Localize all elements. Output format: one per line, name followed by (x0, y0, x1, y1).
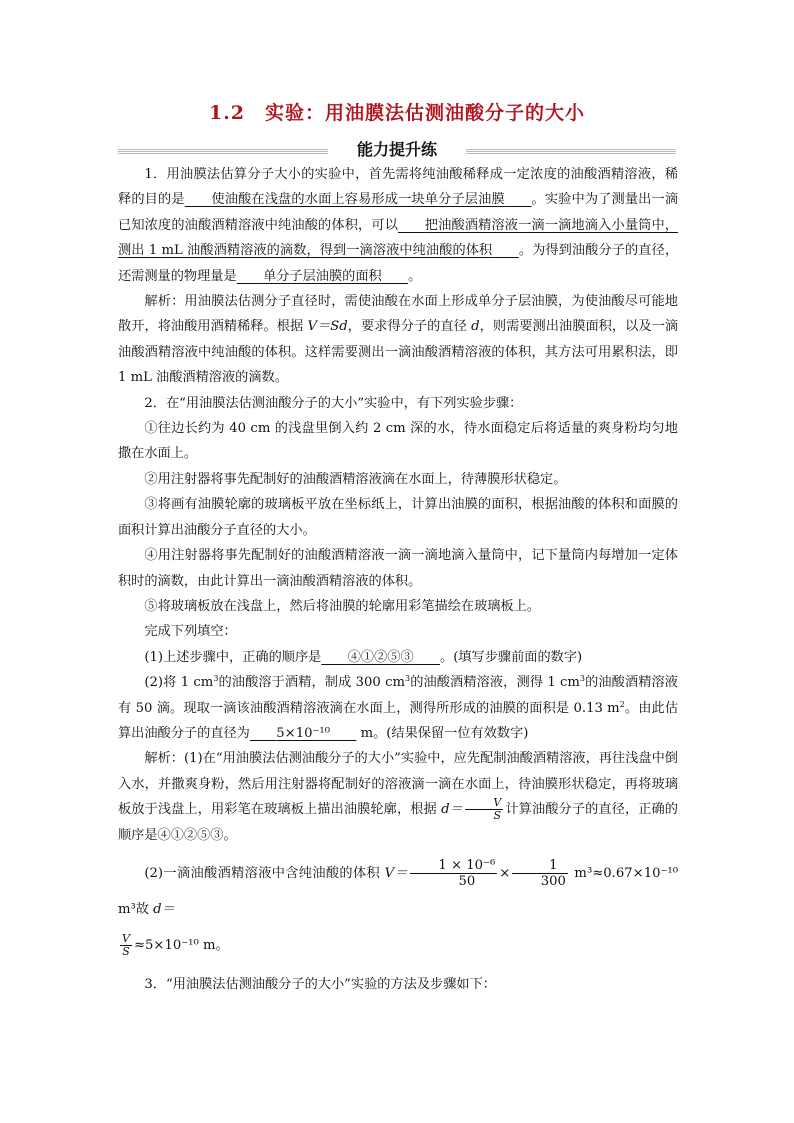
fraction-volume: $\frac{\text{1 × 10⁻⁶}}{50}$ (410, 858, 497, 889)
step-1: ①往边长约为 40 cm 的浅盘里倒入约 2 cm 深的水，待水面稳定后将适量的爽身粉均匀地撒在水面上。 (118, 421, 678, 462)
answer-blank: ④①②⑤③ (347, 649, 414, 665)
fraction-v-over-s: $\frac{V}{S}$ (465, 797, 503, 822)
fraction-dilution: $\frac{1}{300}$ (512, 858, 568, 889)
question-3-intro: 3．“用油膜法估测油酸分子的大小”实验的方法及步骤如下： (144, 976, 496, 992)
page-title: 1.2 实验：用油膜法估测油酸分子的大小 (208, 102, 586, 124)
question-2-part-1: (1)上述步骤中，正确的顺序是 ④①②⑤③ 。(填写步骤前面的数字) (144, 649, 583, 665)
answer-blank: 5×10⁻¹⁰ (276, 725, 331, 741)
step-5: ⑤将玻璃板放在浅盘上，然后将油膜的轮廓用彩笔描绘在玻璃板上。 (144, 598, 541, 614)
document-body (118, 162, 678, 997)
fraction-v-over-s: $\frac{V}{S}$ (122, 931, 130, 958)
analysis-2-result: $\frac{V}{S}$ ≈5×10⁻¹⁰ m。 (122, 931, 229, 958)
section-header (118, 139, 676, 159)
section-rule-right (466, 149, 676, 154)
step-3: ③将画有油膜轮廓的玻璃板平放在坐标纸上，计算出油膜的面积，根据油酸的体积和面膜的面积计算出油酸分子直径的大小。 (118, 497, 678, 538)
analysis-2-part-2: (2)一滴油酸酒精溶液中含纯油酸的体积 V＝ $\frac{\text{1 × 10⁻⁶}}{50}$ × $\frac{1}{300}$ m³≈0.67×10⁻¹⁰ m³故 d＝ (118, 857, 679, 917)
step-4: ④用注射器将事先配制好的油酸酒精溶液一滴一滴地滴入量筒中，记下量筒内每增加一定体积时的滴数，由此计算出一滴油酸酒精溶液的体积。 (118, 548, 678, 589)
step-2: ②用注射器将事先配制好的油酸酒精溶液滴在水面上，待薄膜形状稳定。 (144, 471, 567, 487)
section-title: 能力提升练 (356, 140, 437, 159)
analysis-1: 解析：用油膜法估测分子直径时，需使油酸在水面上形成单分子层油膜，为使油酸尽可能地散开，将油酸用酒精稀释。根据 V＝Sd，要求得分子的直径 d，则需要测出油膜面积，以及一滴油酸酒精溶液中纯油酸的体积。这样需要测出一滴油酸酒精溶液的体积，其方法可用累积法，即 1 mL 油酸酒精溶液的滴数。 (118, 294, 679, 386)
question-2-intro: 2．在“用油膜法估测油酸分子的大小”实验中，有下列实验步骤： (144, 395, 523, 411)
question-1: 1．用油膜法估算分子大小的实验中，首先需将纯油酸稀释成一定浓度的油酸酒精溶液，稀释的目的是 使油酸在浅盘的水面上容易形成一块单分子层油膜 。实验中为了测量出一滴已知浓度的油酸酒精溶液中纯油酸的体积，可以 把油酸酒精溶液一滴一滴地滴入小量筒中，测出 1 mL 油酸酒精溶液的滴数，得到一滴溶液中纯油酸的体积 。为得到油酸分子的直径，还需测量的物理量是 单分子层油膜的面积 。 (118, 167, 679, 284)
question-2-part-2: (2)将 1 $cm^3$的油酸溶于酒精，制成 300 $cm^3$的油酸酒精溶液，测得 1 $cm^3$的油酸酒精溶液有 50 滴。现取一滴该油酸酒精溶液滴在水面上，测得所形成的油膜的面积是 0.13 $m^2$。由此估算出油酸分子的直径为 5×10⁻¹⁰ m。(结果保留一位有效数字) (118, 674, 679, 741)
analysis-2-part-1: 解析：(1)在“用油膜法估测油酸分子的大小”实验中，应先配制油酸酒精溶液，再往浅盘中倒入水，并撒爽身粉，然后用注射器将配制好的溶液滴一滴在水面上，待油膜形状稳定，再将玻璃板放于浅盘上，用彩笔在玻璃板上描出油膜轮廓，根据 d＝ $\frac{V}{S}$ 计算油酸分子的直径，正确的顺序是④①②⑤③。 (118, 751, 678, 843)
answer-blank: 使油酸在浅盘的水面上容易形成一块单分子层油膜 (211, 192, 505, 208)
answer-blank: 把油酸酒精溶液一滴一滴地滴入小量筒中，测出 1 mL 油酸酒精溶液的滴数，得到一滴溶液中纯油酸的体积 (118, 217, 679, 259)
answer-blank: 单分子层油膜的面积 (263, 268, 382, 284)
fill-instruction: 完成下列填空： (144, 624, 237, 640)
